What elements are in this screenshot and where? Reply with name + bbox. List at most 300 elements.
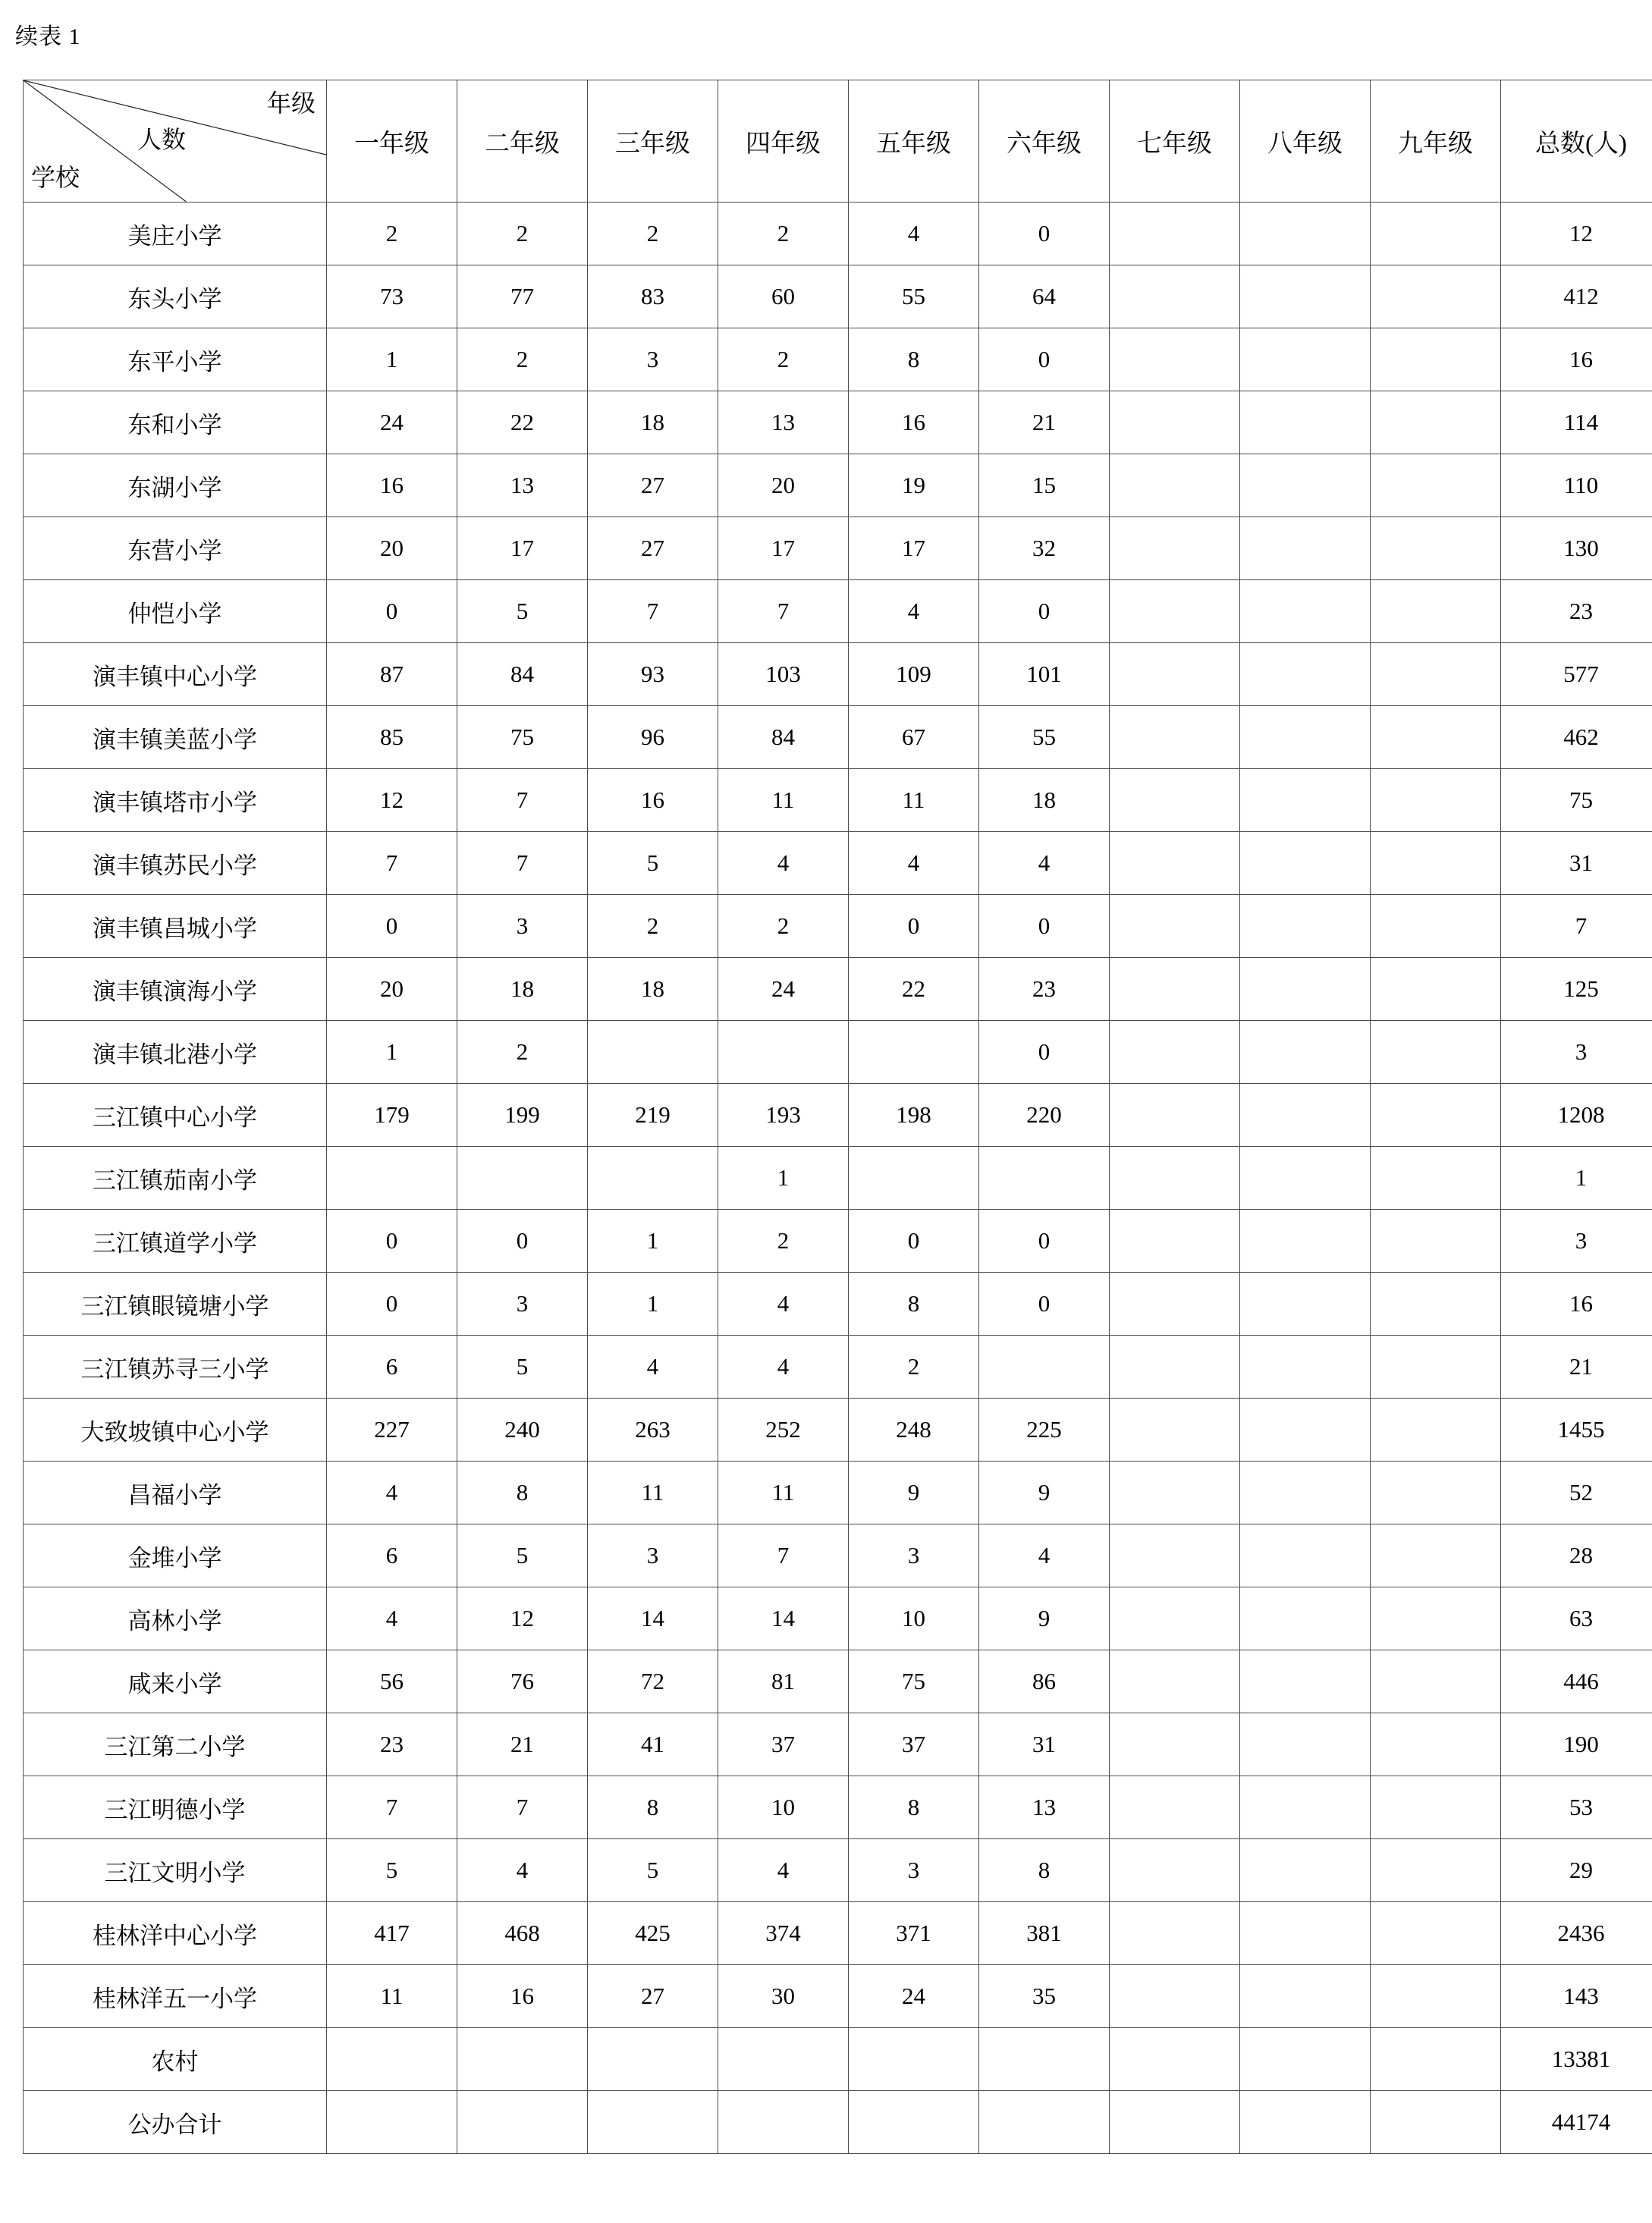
grade-9-count-cell <box>1371 1713 1501 1776</box>
total-count-cell: 3 <box>1501 1210 1652 1273</box>
corner-school-label: 学校 <box>31 164 80 191</box>
grade-2-count-cell: 76 <box>457 1650 588 1713</box>
grade-6-count-cell: 0 <box>979 1273 1110 1336</box>
school-name-cell: 农村 <box>24 2028 327 2091</box>
grade-2-count-cell: 199 <box>457 1084 588 1147</box>
grade-4-count-cell: 37 <box>718 1713 849 1776</box>
grade-4-count-cell: 14 <box>718 1587 849 1650</box>
school-name-cell: 东头小学 <box>24 265 327 328</box>
grade-7-count-cell <box>1110 1965 1240 2028</box>
grade-1-count-cell: 0 <box>327 580 457 643</box>
grade-4-count-cell: 11 <box>718 1462 849 1524</box>
grade-1-count-cell: 4 <box>327 1587 457 1650</box>
school-name-cell: 演丰镇中心小学 <box>24 643 327 706</box>
grade-4-count-cell: 84 <box>718 706 849 769</box>
grade-7-count-cell <box>1110 1336 1240 1399</box>
grade-9-count-cell <box>1371 1273 1501 1336</box>
grade-7-count-cell <box>1110 328 1240 391</box>
grade-2-count-cell: 3 <box>457 895 588 958</box>
grade-5-count-cell: 248 <box>849 1399 979 1462</box>
grade-1-count-cell <box>327 1147 457 1210</box>
grade-6-count-cell: 8 <box>979 1839 1110 1902</box>
school-name-cell: 大致坡镇中心小学 <box>24 1399 327 1462</box>
grade-8-count-cell <box>1240 706 1371 769</box>
grade-9-count-cell <box>1371 203 1501 265</box>
table-row <box>24 454 1652 517</box>
table-row <box>24 643 1652 706</box>
grade-6-count-cell: 21 <box>979 391 1110 454</box>
grade-9-count-cell <box>1371 958 1501 1021</box>
table-row <box>24 1084 1652 1147</box>
school-name-cell: 三江镇中心小学 <box>24 1084 327 1147</box>
grade-7-count-cell <box>1110 1147 1240 1210</box>
school-name-cell: 昌福小学 <box>24 1462 327 1524</box>
grade-2-count-cell: 2 <box>457 1021 588 1084</box>
table-header <box>24 80 1652 203</box>
grade-9-count-cell <box>1371 1021 1501 1084</box>
school-name-cell: 三江镇苏寻三小学 <box>24 1336 327 1399</box>
school-name-cell: 桂林洋中心小学 <box>24 1902 327 1965</box>
school-name-cell: 东平小学 <box>24 328 327 391</box>
table-row <box>24 769 1652 832</box>
grade-2-count-cell: 2 <box>457 328 588 391</box>
grade-5-count-cell <box>849 2028 979 2091</box>
grade-7-count-cell <box>1110 1524 1240 1587</box>
grade-8-count-cell <box>1240 517 1371 580</box>
grade-7-count-cell <box>1110 2028 1240 2091</box>
grade-4-count-cell: 24 <box>718 958 849 1021</box>
grade-2-count-cell: 0 <box>457 1210 588 1273</box>
grade-7-count-cell <box>1110 1399 1240 1462</box>
grade-8-count-cell <box>1240 643 1371 706</box>
school-name-cell: 金堆小学 <box>24 1524 327 1587</box>
school-name-cell: 三江镇茄南小学 <box>24 1147 327 1210</box>
table-row <box>24 1587 1652 1650</box>
table-row <box>24 328 1652 391</box>
grade-9-count-cell <box>1371 1462 1501 1524</box>
total-count-cell: 114 <box>1501 391 1652 454</box>
grade-9-count-cell <box>1371 265 1501 328</box>
grade-5-count-cell: 67 <box>849 706 979 769</box>
grade-7-count-cell <box>1110 203 1240 265</box>
grade-9-count-cell <box>1371 1587 1501 1650</box>
grade-5-count-cell: 8 <box>849 328 979 391</box>
grade-8-count-cell <box>1240 328 1371 391</box>
grade-7-count-cell <box>1110 1210 1240 1273</box>
grade-7-count-cell <box>1110 769 1240 832</box>
grade-5-count-cell: 3 <box>849 1839 979 1902</box>
grade-9-count-cell <box>1371 1776 1501 1839</box>
grade-5-count-cell <box>849 1021 979 1084</box>
grade-4-count-cell: 2 <box>718 328 849 391</box>
total-count-cell: 44174 <box>1501 2091 1652 2154</box>
grade-4-count-cell: 60 <box>718 265 849 328</box>
grade-1-count-cell: 0 <box>327 895 457 958</box>
table-row <box>24 706 1652 769</box>
table-row <box>24 1273 1652 1336</box>
grade-7-count-cell <box>1110 958 1240 1021</box>
grade-4-count-cell: 13 <box>718 391 849 454</box>
table-row <box>24 203 1652 265</box>
total-count-cell: 23 <box>1501 580 1652 643</box>
grade-3-count-cell <box>588 1147 718 1210</box>
column-header-total: 总数(人) <box>1501 80 1652 203</box>
school-name-cell: 咸来小学 <box>24 1650 327 1713</box>
grade-2-count-cell: 16 <box>457 1965 588 2028</box>
grade-8-count-cell <box>1240 1587 1371 1650</box>
total-count-cell: 16 <box>1501 328 1652 391</box>
school-name-cell: 仲恺小学 <box>24 580 327 643</box>
grade-5-count-cell: 2 <box>849 1336 979 1399</box>
table-row <box>24 1650 1652 1713</box>
grade-2-count-cell: 18 <box>457 958 588 1021</box>
table-row <box>24 1713 1652 1776</box>
school-name-cell: 三江镇眼镜塘小学 <box>24 1273 327 1336</box>
grade-1-count-cell: 6 <box>327 1336 457 1399</box>
column-header-grade-8: 八年级 <box>1240 80 1371 203</box>
statistics-table-container <box>23 80 1631 2154</box>
corner-header-cell <box>24 80 327 203</box>
grade-3-count-cell: 3 <box>588 1524 718 1587</box>
grade-4-count-cell: 20 <box>718 454 849 517</box>
grade-5-count-cell: 16 <box>849 391 979 454</box>
grade-6-count-cell: 32 <box>979 517 1110 580</box>
grade-2-count-cell: 468 <box>457 1902 588 1965</box>
grade-8-count-cell <box>1240 2091 1371 2154</box>
grade-6-count-cell: 18 <box>979 769 1110 832</box>
total-count-cell: 1455 <box>1501 1399 1652 1462</box>
table-row <box>24 265 1652 328</box>
grade-5-count-cell: 10 <box>849 1587 979 1650</box>
grade-2-count-cell: 22 <box>457 391 588 454</box>
grade-9-count-cell <box>1371 1147 1501 1210</box>
grade-2-count-cell <box>457 2028 588 2091</box>
grade-3-count-cell: 72 <box>588 1650 718 1713</box>
table-row <box>24 1399 1652 1462</box>
grade-2-count-cell: 84 <box>457 643 588 706</box>
grade-5-count-cell: 11 <box>849 769 979 832</box>
grade-7-count-cell <box>1110 1839 1240 1902</box>
grade-3-count-cell: 41 <box>588 1713 718 1776</box>
grade-6-count-cell: 4 <box>979 832 1110 895</box>
grade-8-count-cell <box>1240 1839 1371 1902</box>
grade-8-count-cell <box>1240 1965 1371 2028</box>
total-count-cell: 75 <box>1501 769 1652 832</box>
total-count-cell: 2436 <box>1501 1902 1652 1965</box>
grade-3-count-cell: 83 <box>588 265 718 328</box>
school-name-cell: 美庄小学 <box>24 203 327 265</box>
table-row <box>24 580 1652 643</box>
grade-2-count-cell: 7 <box>457 1776 588 1839</box>
grade-3-count-cell: 2 <box>588 203 718 265</box>
grade-4-count-cell: 4 <box>718 1839 849 1902</box>
grade-2-count-cell <box>457 2091 588 2154</box>
grade-3-count-cell: 93 <box>588 643 718 706</box>
grade-8-count-cell <box>1240 265 1371 328</box>
total-count-cell: 412 <box>1501 265 1652 328</box>
school-name-cell: 桂林洋五一小学 <box>24 1965 327 2028</box>
grade-1-count-cell <box>327 2028 457 2091</box>
grade-8-count-cell <box>1240 1902 1371 1965</box>
grade-8-count-cell <box>1240 1776 1371 1839</box>
grade-7-count-cell <box>1110 391 1240 454</box>
grade-8-count-cell <box>1240 1273 1371 1336</box>
grade-1-count-cell: 1 <box>327 328 457 391</box>
grade-2-count-cell: 240 <box>457 1399 588 1462</box>
grade-2-count-cell: 2 <box>457 203 588 265</box>
grade-3-count-cell: 27 <box>588 1965 718 2028</box>
grade-9-count-cell <box>1371 1399 1501 1462</box>
grade-7-count-cell <box>1110 1776 1240 1839</box>
grade-3-count-cell: 2 <box>588 895 718 958</box>
grade-5-count-cell: 37 <box>849 1713 979 1776</box>
grade-1-count-cell: 6 <box>327 1524 457 1587</box>
grade-9-count-cell <box>1371 517 1501 580</box>
grade-7-count-cell <box>1110 1587 1240 1650</box>
table-row <box>24 1839 1652 1902</box>
total-count-cell: 16 <box>1501 1273 1652 1336</box>
total-count-cell: 29 <box>1501 1839 1652 1902</box>
grade-8-count-cell <box>1240 895 1371 958</box>
grade-7-count-cell <box>1110 643 1240 706</box>
grade-5-count-cell: 75 <box>849 1650 979 1713</box>
grade-9-count-cell <box>1371 706 1501 769</box>
grade-2-count-cell: 5 <box>457 580 588 643</box>
table-row <box>24 391 1652 454</box>
grade-9-count-cell <box>1371 1965 1501 2028</box>
grade-2-count-cell: 3 <box>457 1273 588 1336</box>
table-row <box>24 1210 1652 1273</box>
grade-3-count-cell <box>588 1021 718 1084</box>
grade-5-count-cell: 9 <box>849 1462 979 1524</box>
grade-4-count-cell: 4 <box>718 1273 849 1336</box>
grade-2-count-cell: 75 <box>457 706 588 769</box>
grade-2-count-cell: 5 <box>457 1524 588 1587</box>
total-count-cell: 143 <box>1501 1965 1652 2028</box>
continuation-table-label: 续表 1 <box>15 24 81 49</box>
grade-7-count-cell <box>1110 1462 1240 1524</box>
grade-4-count-cell: 7 <box>718 580 849 643</box>
grade-5-count-cell: 4 <box>849 580 979 643</box>
grade-8-count-cell <box>1240 1713 1371 1776</box>
grade-2-count-cell: 13 <box>457 454 588 517</box>
grade-9-count-cell <box>1371 1210 1501 1273</box>
grade-4-count-cell: 2 <box>718 1210 849 1273</box>
grade-3-count-cell: 7 <box>588 580 718 643</box>
grade-6-count-cell: 0 <box>979 1021 1110 1084</box>
grade-7-count-cell <box>1110 1650 1240 1713</box>
column-header-grade-7: 七年级 <box>1110 80 1240 203</box>
grade-5-count-cell: 4 <box>849 832 979 895</box>
grade-9-count-cell <box>1371 832 1501 895</box>
grade-3-count-cell: 27 <box>588 454 718 517</box>
grade-7-count-cell <box>1110 517 1240 580</box>
total-count-cell: 63 <box>1501 1587 1652 1650</box>
grade-7-count-cell <box>1110 265 1240 328</box>
grade-6-count-cell <box>979 1147 1110 1210</box>
grade-5-count-cell: 19 <box>849 454 979 517</box>
column-header-grade-1: 一年级 <box>327 80 457 203</box>
grade-8-count-cell <box>1240 1336 1371 1399</box>
grade-1-count-cell <box>327 2091 457 2154</box>
grade-9-count-cell <box>1371 895 1501 958</box>
grade-6-count-cell: 0 <box>979 895 1110 958</box>
grade-4-count-cell: 4 <box>718 832 849 895</box>
column-header-grade-4: 四年级 <box>718 80 849 203</box>
grade-1-count-cell: 0 <box>327 1273 457 1336</box>
grade-4-count-cell: 252 <box>718 1399 849 1462</box>
school-name-cell: 高林小学 <box>24 1587 327 1650</box>
corner-grade-label: 年级 <box>266 89 316 117</box>
table-row <box>24 1776 1652 1839</box>
grade-5-count-cell: 109 <box>849 643 979 706</box>
grade-5-count-cell: 17 <box>849 517 979 580</box>
grade-2-count-cell: 7 <box>457 832 588 895</box>
grade-3-count-cell <box>588 2091 718 2154</box>
grade-1-count-cell: 73 <box>327 265 457 328</box>
grade-1-count-cell: 23 <box>327 1713 457 1776</box>
grade-2-count-cell: 77 <box>457 265 588 328</box>
grade-8-count-cell <box>1240 769 1371 832</box>
grade-2-count-cell: 4 <box>457 1839 588 1902</box>
grade-6-count-cell: 0 <box>979 328 1110 391</box>
grade-4-count-cell: 1 <box>718 1147 849 1210</box>
grade-1-count-cell: 0 <box>327 1210 457 1273</box>
grade-3-count-cell: 3 <box>588 328 718 391</box>
grade-5-count-cell: 22 <box>849 958 979 1021</box>
grade-3-count-cell: 5 <box>588 1839 718 1902</box>
grade-9-count-cell <box>1371 1524 1501 1587</box>
grade-4-count-cell: 193 <box>718 1084 849 1147</box>
grade-3-count-cell: 8 <box>588 1776 718 1839</box>
school-name-cell: 演丰镇北港小学 <box>24 1021 327 1084</box>
grade-6-count-cell: 381 <box>979 1902 1110 1965</box>
grade-3-count-cell: 1 <box>588 1210 718 1273</box>
grade-7-count-cell <box>1110 1902 1240 1965</box>
grade-3-count-cell: 96 <box>588 706 718 769</box>
grade-7-count-cell <box>1110 454 1240 517</box>
grade-5-count-cell: 371 <box>849 1902 979 1965</box>
grade-5-count-cell <box>849 2091 979 2154</box>
grade-6-count-cell: 13 <box>979 1776 1110 1839</box>
grade-1-count-cell: 11 <box>327 1965 457 2028</box>
table-row <box>24 958 1652 1021</box>
total-count-cell: 31 <box>1501 832 1652 895</box>
table-row <box>24 832 1652 895</box>
grade-1-count-cell: 4 <box>327 1462 457 1524</box>
grade-6-count-cell: 101 <box>979 643 1110 706</box>
grade-3-count-cell: 18 <box>588 958 718 1021</box>
total-count-cell: 52 <box>1501 1462 1652 1524</box>
school-name-cell: 东营小学 <box>24 517 327 580</box>
grade-5-count-cell: 3 <box>849 1524 979 1587</box>
school-name-cell: 演丰镇美蓝小学 <box>24 706 327 769</box>
grade-1-count-cell: 20 <box>327 958 457 1021</box>
grade-1-count-cell: 87 <box>327 643 457 706</box>
school-name-cell: 三江文明小学 <box>24 1839 327 1902</box>
grade-5-count-cell: 24 <box>849 1965 979 2028</box>
grade-2-count-cell: 17 <box>457 517 588 580</box>
grade-6-count-cell: 55 <box>979 706 1110 769</box>
column-header-grade-2: 二年级 <box>457 80 588 203</box>
grade-2-count-cell: 8 <box>457 1462 588 1524</box>
grade-8-count-cell <box>1240 454 1371 517</box>
grade-2-count-cell: 21 <box>457 1713 588 1776</box>
grade-5-count-cell: 8 <box>849 1776 979 1839</box>
table-row <box>24 1021 1652 1084</box>
grade-8-count-cell <box>1240 832 1371 895</box>
grade-3-count-cell: 18 <box>588 391 718 454</box>
grade-8-count-cell <box>1240 1210 1371 1273</box>
school-name-cell: 三江镇道学小学 <box>24 1210 327 1273</box>
grade-4-count-cell: 11 <box>718 769 849 832</box>
grade-2-count-cell: 5 <box>457 1336 588 1399</box>
grade-1-count-cell: 5 <box>327 1839 457 1902</box>
grade-8-count-cell <box>1240 1147 1371 1210</box>
grade-3-count-cell: 425 <box>588 1902 718 1965</box>
grade-6-count-cell <box>979 2091 1110 2154</box>
grade-1-count-cell: 179 <box>327 1084 457 1147</box>
school-enrollment-table <box>23 80 1652 2154</box>
grade-2-count-cell <box>457 1147 588 1210</box>
grade-4-count-cell <box>718 2091 849 2154</box>
grade-8-count-cell <box>1240 1650 1371 1713</box>
grade-6-count-cell: 31 <box>979 1713 1110 1776</box>
grade-7-count-cell <box>1110 580 1240 643</box>
grade-9-count-cell <box>1371 454 1501 517</box>
grade-6-count-cell: 9 <box>979 1462 1110 1524</box>
grade-1-count-cell: 417 <box>327 1902 457 1965</box>
grade-6-count-cell: 86 <box>979 1650 1110 1713</box>
grade-9-count-cell <box>1371 1650 1501 1713</box>
grade-3-count-cell: 5 <box>588 832 718 895</box>
grade-8-count-cell <box>1240 1399 1371 1462</box>
grade-9-count-cell <box>1371 2028 1501 2091</box>
grade-7-count-cell <box>1110 1713 1240 1776</box>
table-row <box>24 2091 1652 2154</box>
grade-3-count-cell: 263 <box>588 1399 718 1462</box>
table-row <box>24 517 1652 580</box>
column-header-grade-3: 三年级 <box>588 80 718 203</box>
grade-1-count-cell: 16 <box>327 454 457 517</box>
total-count-cell: 130 <box>1501 517 1652 580</box>
table-row <box>24 1902 1652 1965</box>
total-count-cell: 125 <box>1501 958 1652 1021</box>
school-name-cell: 公办合计 <box>24 2091 327 2154</box>
grade-8-count-cell <box>1240 1021 1371 1084</box>
total-count-cell: 110 <box>1501 454 1652 517</box>
grade-3-count-cell <box>588 2028 718 2091</box>
grade-9-count-cell <box>1371 769 1501 832</box>
total-count-cell: 12 <box>1501 203 1652 265</box>
grade-8-count-cell <box>1240 391 1371 454</box>
grade-6-count-cell: 23 <box>979 958 1110 1021</box>
grade-7-count-cell <box>1110 706 1240 769</box>
school-name-cell: 东和小学 <box>24 391 327 454</box>
grade-9-count-cell <box>1371 1084 1501 1147</box>
grade-9-count-cell <box>1371 1336 1501 1399</box>
grade-2-count-cell: 12 <box>457 1587 588 1650</box>
school-name-cell: 三江第二小学 <box>24 1713 327 1776</box>
grade-5-count-cell: 198 <box>849 1084 979 1147</box>
grade-8-count-cell <box>1240 1524 1371 1587</box>
column-header-grade-6: 六年级 <box>979 80 1110 203</box>
grade-9-count-cell <box>1371 580 1501 643</box>
column-header-grade-9: 九年级 <box>1371 80 1501 203</box>
grade-4-count-cell: 7 <box>718 1524 849 1587</box>
column-header-grade-5: 五年级 <box>849 80 979 203</box>
grade-5-count-cell: 0 <box>849 895 979 958</box>
